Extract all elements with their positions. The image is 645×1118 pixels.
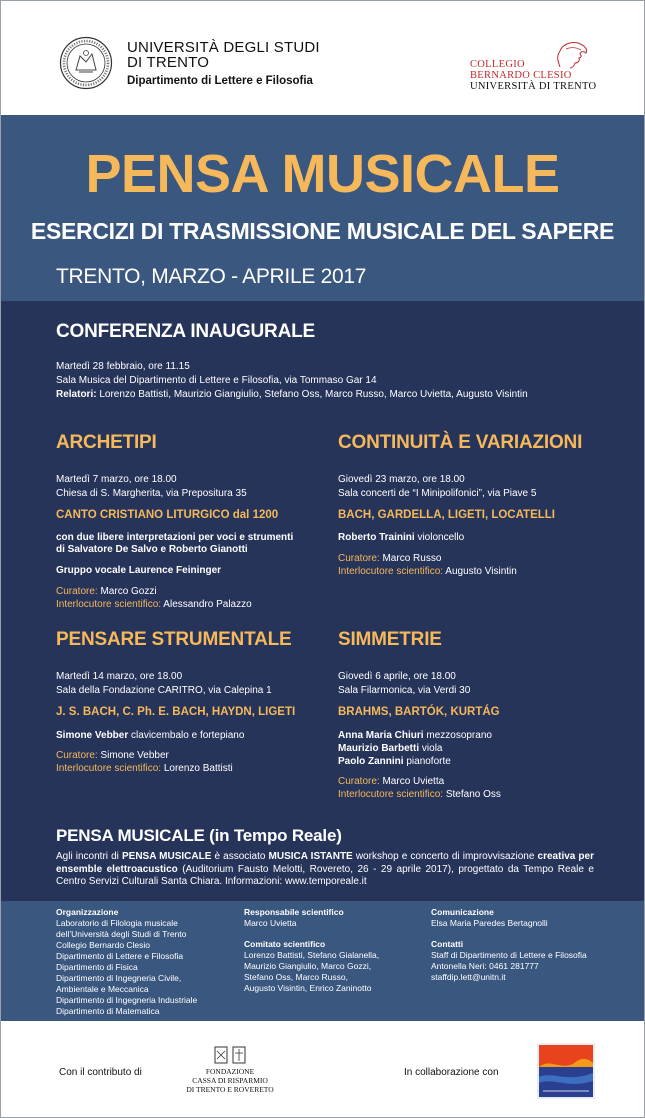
archetipi-desc-line1: con due libere interpretazioni per voci e strumenti	[56, 532, 294, 543]
organization-item: Collegio Bernardo Clesio	[56, 940, 151, 950]
tempo-reale-heading: PENSA MUSICALE (in Tempo Reale)	[56, 826, 342, 845]
curator-label: Curatore:	[338, 553, 380, 564]
tempo-reale-t6: creativa per ensemble elettroacustico	[56, 851, 594, 875]
collegio-line1: COLLEGIO	[470, 59, 525, 70]
organization-item: Ambientale e Meccanica	[56, 984, 149, 994]
inaugural-speakers	[56, 388, 528, 402]
committee-heading: Comitato scientifico	[244, 939, 326, 949]
organization-item: dell’Università degli Studi di Trento	[56, 929, 187, 939]
continuita-when: Giovedì 23 marzo, ore 18.00	[338, 474, 465, 485]
simmetrie-heading: SIMMETRIE	[338, 629, 442, 650]
archetipi-curator	[56, 585, 157, 599]
organization-item: Dipartimento di Lettere e Filosofia	[56, 951, 184, 961]
tempo-reale-t5: workshop e concerto di improvvisazione	[352, 851, 535, 862]
fondazione-line1: FONDAZIONE	[205, 1067, 255, 1076]
archetipi-when: Martedì 7 marzo, ore 18.00	[56, 474, 177, 485]
simmetrie-curator	[338, 775, 444, 789]
tempo-reale-t1: Agli incontri di	[56, 851, 122, 862]
inaugural-heading: CONFERENZA INAUGURALE	[56, 321, 315, 342]
contacts-heading: Contatti	[431, 939, 464, 949]
interlocutor-label: Interlocutore scientifico:	[338, 566, 444, 577]
tempo-reale-t2: PENSA MUSICALE	[122, 851, 212, 862]
curator-name: Marco Uvietta	[382, 776, 445, 787]
archetipi-program: CANTO CRISTIANO LITURGICO dal 1200	[56, 509, 279, 521]
event-dates: TRENTO, MARZO - APRILE 2017	[56, 265, 367, 288]
subtitle: ESERCIZI DI TRASMISSIONE MUSICALE DEL SAPERE	[30, 218, 615, 244]
pensare-program: J. S. BACH, C. Ph. E. BACH, HAYDN, LIGETI	[56, 706, 296, 718]
contact-line: Staff di Dipartimento di Lettere e Filosofia	[431, 950, 587, 960]
interlocutor-name: Stefano Oss	[445, 789, 501, 800]
interlocutor-label: Interlocutore scientifico:	[338, 789, 444, 800]
organization-item: Dipartimento di Fisica	[56, 962, 138, 972]
tempo-reale-t4: MUSICA ISTANTE	[268, 851, 353, 862]
contact-line: Antonella Neri: 0461 281777	[431, 961, 539, 971]
archetipi-interlocutor	[56, 598, 252, 612]
contribution-label: Con il contributo di	[59, 1067, 142, 1078]
contact-email: staffdip.lett@unitn.it	[431, 972, 506, 982]
collegio-line2: BERNARDO CLESIO	[470, 70, 572, 81]
sponsors-bar	[1, 1021, 644, 1117]
curator-label: Curatore:	[56, 586, 98, 597]
simmetrie-performer-1	[338, 729, 492, 743]
performer-instrument: clavicembalo e fortepiano	[131, 730, 245, 741]
organization-item: Dipartimento di Matematica	[56, 1006, 160, 1016]
communication-name: Elsa Maria Paredes Bertagnolli	[431, 918, 548, 928]
continuita-performer	[338, 531, 464, 545]
archetipi-desc-line2: di Salvatore De Salvo e Roberto Gianotti	[56, 544, 248, 555]
simmetrie-performer-2	[338, 742, 442, 756]
responsible-name: Marco Uvietta	[244, 918, 297, 928]
continuita-interlocutor	[338, 565, 517, 579]
archetipi-where: Chiesa di S. Margherita, via Prepositura 35	[56, 488, 247, 499]
university-name	[127, 40, 320, 89]
committee-line: Augusto Visintin, Enrico Zaninotto	[244, 983, 372, 993]
responsible-heading: Responsabile scientifico	[244, 907, 344, 917]
pensare-performer	[56, 729, 244, 743]
committee-line: Lorenzo Battisti, Stefano Gialanella,	[244, 950, 380, 960]
department-name: Dipartimento di Lettere e Filosofia	[127, 75, 313, 87]
interlocutor-name: Lorenzo Battisti	[163, 763, 233, 774]
simmetrie-program: BRAHMS, BARTÓK, KURTÁG	[338, 706, 500, 718]
curator-name: Marco Russo	[382, 553, 442, 564]
collegio-line3: UNIVERSITÀ DI TRENTO	[470, 81, 597, 92]
university-seal-icon	[59, 36, 113, 90]
collaboration-label: In collaborazione con	[404, 1067, 499, 1078]
scientific-column	[244, 907, 379, 994]
fondazione-logo	[169, 1045, 291, 1094]
performer-name: Simone Vebber	[56, 730, 129, 741]
pensare-interlocutor	[56, 762, 233, 776]
university-line2: DI TRENTO	[127, 54, 210, 71]
header	[1, 1, 644, 115]
interlocutor-name: Alessandro Palazzo	[163, 599, 252, 610]
curator-name: Simone Vebber	[100, 750, 169, 761]
tempo-reale-text	[56, 851, 594, 889]
program-section	[1, 301, 644, 901]
interlocutor-label: Interlocutore scientifico:	[56, 763, 162, 774]
continuita-where: Sala concerti de “I Minipolifonici”, via Piave 5	[338, 488, 537, 499]
interlocutor-name: Augusto Visintin	[445, 566, 517, 577]
performer-name: Maurizio Barbetti	[338, 743, 420, 754]
pensare-heading: PENSARE STRUMENTALE	[56, 629, 292, 650]
committee-line: Maurizio Giangiulio, Marco Gozzi,	[244, 961, 372, 971]
organization-item: Laboratorio di Filologia musicale	[56, 918, 178, 928]
continuita-heading: CONTINUITÀ E VARIAZIONI	[338, 432, 583, 453]
speakers-label: Relatori:	[56, 389, 97, 400]
performer-name: Anna Maria Chiuri	[338, 730, 424, 741]
speakers-list: Lorenzo Battisti, Maurizio Giangiulio, Stefano Oss, Marco Russo, Marco Uvietta, Augusto Visintin	[99, 389, 528, 400]
fondazione-line3: DI TRENTO E ROVERETO	[186, 1085, 274, 1094]
pensare-where: Sala della Fondazione CARITRO, via Calepina 1	[56, 685, 272, 696]
communication-column	[431, 907, 587, 983]
simmetrie-performer-3	[338, 755, 451, 769]
performer-name: Paolo Zannini	[338, 756, 404, 767]
fondazione-line2: CASSA DI RISPARMIO	[192, 1076, 268, 1085]
profile-head-icon	[548, 39, 590, 69]
continuita-program: BACH, GARDELLA, LIGETI, LOCATELLI	[338, 509, 555, 521]
organization-item: Dipartimento di Ingegneria Civile,	[56, 973, 182, 983]
curator-label: Curatore:	[56, 750, 98, 761]
fondazione-crest-icon	[213, 1045, 247, 1065]
title-band	[1, 115, 644, 301]
performer-instrument: pianoforte	[406, 756, 451, 767]
performer-name: Roberto Trainini	[338, 532, 415, 543]
inaugural-where: Sala Musica del Dipartimento di Lettere e Filosofia, via Tommaso Gar 14	[56, 375, 377, 386]
performer-instrument: viola	[421, 743, 443, 754]
performer-instrument: violoncello	[417, 532, 465, 543]
credits-section	[1, 901, 644, 1021]
curator-label: Curatore:	[338, 776, 380, 787]
organization-item: Dipartimento di Ingegneria Industriale	[56, 995, 198, 1005]
performer-instrument: mezzosoprano	[426, 730, 492, 741]
main-title: PENSA MUSICALE	[85, 144, 560, 204]
pensare-when: Martedì 14 marzo, ore 18.00	[56, 671, 183, 682]
partner-logo-icon	[537, 1043, 595, 1099]
interlocutor-label: Interlocutore scientifico:	[56, 599, 162, 610]
tempo-reale-t3: è associato	[211, 851, 269, 862]
inaugural-when: Martedì 28 febbraio, ore 11.15	[56, 361, 190, 372]
curator-name: Marco Gozzi	[100, 586, 157, 597]
pensare-curator	[56, 749, 169, 763]
archetipi-performers: Gruppo vocale Laurence Feininger	[56, 565, 222, 576]
continuita-curator	[338, 552, 441, 566]
tempo-reale-t7: (Auditorium Fausto Melotti, Rovereto, 26 - 29 aprile 2017), progettato da	[177, 863, 519, 875]
archetipi-heading: ARCHETIPI	[56, 432, 157, 453]
collegio-logo	[470, 39, 600, 92]
university-line1: UNIVERSITÀ DEGLI STUDI	[127, 39, 320, 56]
simmetrie-when: Giovedì 6 aprile, ore 18.00	[338, 671, 456, 682]
simmetrie-where: Sala Filarmonica, via Verdi 30	[338, 685, 471, 696]
organization-column	[56, 907, 197, 1017]
communication-heading: Comunicazione	[431, 907, 494, 917]
organization-heading: Organizzazione	[56, 907, 119, 917]
simmetrie-interlocutor	[338, 788, 501, 802]
committee-line: Stefano Oss, Marco Russo,	[244, 972, 348, 982]
tempo-reale-t8: Tempo Reale e Centro Servizi Culturali Santa Chiara. Informazioni: www.temporeale.it	[56, 863, 594, 887]
